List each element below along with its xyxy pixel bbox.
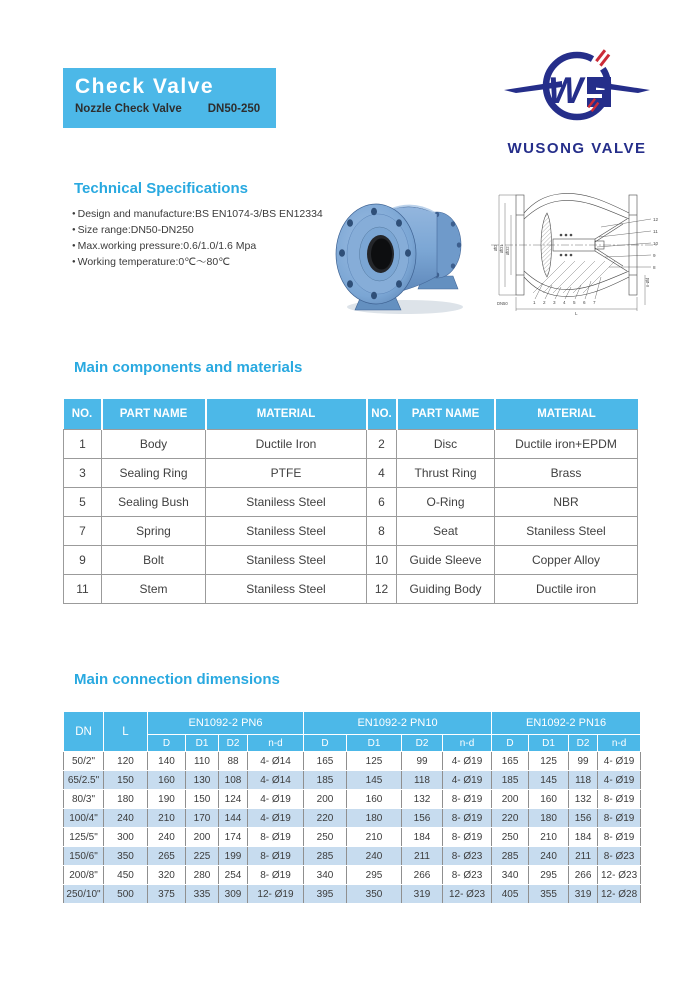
dims-cell: 125/5" — [64, 828, 104, 847]
dims-cell: 108 — [219, 771, 248, 790]
dims-cell: 200 — [304, 790, 347, 809]
components-cell: 8 — [367, 517, 397, 546]
dims-cell: 125 — [347, 752, 402, 771]
dims-cell: 150 — [186, 790, 219, 809]
components-cell: Bolt — [102, 546, 206, 575]
components-cell: Ductile iron — [495, 575, 638, 604]
dims-cell: 8- Ø23 — [443, 847, 492, 866]
drawing-callout-number: 9 — [653, 253, 656, 258]
dims-sub-header: D2 — [219, 735, 248, 752]
dims-cell: 160 — [148, 771, 186, 790]
dims-cell: 12- Ø28 — [598, 885, 641, 904]
components-col-header: NO. — [64, 399, 102, 430]
dims-cell: 50/2" — [64, 752, 104, 771]
components-cell: 6 — [367, 488, 397, 517]
dims-cell: 280 — [186, 866, 219, 885]
dims-cell: 250/10" — [64, 885, 104, 904]
drawing-callout-number: 10 — [653, 241, 659, 246]
spec-list — [72, 206, 323, 270]
dims-cell: 80/3" — [64, 790, 104, 809]
components-row — [64, 517, 638, 546]
valve-photo — [333, 196, 475, 318]
dims-cell: 266 — [569, 866, 598, 885]
dims-cell: 350 — [104, 847, 148, 866]
dims-cell: 500 — [104, 885, 148, 904]
dims-cell: 250 — [304, 828, 347, 847]
dims-cell: 335 — [186, 885, 219, 904]
dims-row — [64, 752, 641, 771]
dims-cell: 132 — [402, 790, 443, 809]
components-cell: 1 — [64, 430, 102, 459]
components-row — [64, 575, 638, 604]
dims-cell: 145 — [529, 771, 569, 790]
dims-cell: 405 — [492, 885, 529, 904]
drawing-callout-number: 7 — [593, 300, 596, 305]
dims-cell: 8- Ø23 — [598, 847, 641, 866]
components-cell: 12 — [367, 575, 397, 604]
components-cell: Sealing Bush — [102, 488, 206, 517]
dims-cell: 355 — [529, 885, 569, 904]
dims-cell: 165 — [304, 752, 347, 771]
dims-cell: 88 — [219, 752, 248, 771]
components-row — [64, 546, 638, 575]
dims-cell: 295 — [347, 866, 402, 885]
dims-cell: 185 — [492, 771, 529, 790]
dims-cell: 200 — [492, 790, 529, 809]
dims-cell: 211 — [402, 847, 443, 866]
dim-label-D2: ØD2 — [505, 246, 510, 255]
dims-cell: 185 — [304, 771, 347, 790]
dims-cell: 254 — [219, 866, 248, 885]
components-cell: Brass — [495, 459, 638, 488]
dims-cell: 4- Ø14 — [248, 771, 304, 790]
components-heading: Main components and materials — [74, 359, 303, 376]
dim-label-nd: n-Ød — [645, 277, 650, 287]
drawing-callouts-bottom — [533, 300, 596, 305]
dims-col-header: DN — [64, 712, 104, 752]
dims-cell: 12- Ø23 — [598, 866, 641, 885]
dims-cell: 285 — [304, 847, 347, 866]
dims-sub-header: n-d — [598, 735, 641, 752]
dims-cell: 65/2.5" — [64, 771, 104, 790]
dims-cell: 240 — [347, 847, 402, 866]
dims-cell: 8- Ø23 — [443, 866, 492, 885]
dims-cell: 184 — [402, 828, 443, 847]
svg-text:W: W — [548, 70, 583, 111]
dims-cell: 150/6" — [64, 847, 104, 866]
dims-sub-header: D2 — [569, 735, 598, 752]
dims-cell: 132 — [569, 790, 598, 809]
dims-cell: 210 — [347, 828, 402, 847]
dims-cell: 210 — [529, 828, 569, 847]
wusong-logo-icon — [502, 46, 652, 134]
dims-row — [64, 885, 641, 904]
dims-cell: 99 — [569, 752, 598, 771]
drawing-callout-number: 3 — [553, 300, 556, 305]
dims-cell: 184 — [569, 828, 598, 847]
dims-cell: 125 — [529, 752, 569, 771]
components-row — [64, 430, 638, 459]
dims-cell: 4- Ø19 — [443, 771, 492, 790]
components-cell: 5 — [64, 488, 102, 517]
components-row — [64, 488, 638, 517]
dims-sub-header: D1 — [347, 735, 402, 752]
dims-cell: 265 — [148, 847, 186, 866]
dims-cell: 4- Ø19 — [598, 771, 641, 790]
components-col-header: NO. — [367, 399, 397, 430]
dims-sub-header: D — [148, 735, 186, 752]
components-cell: Ductile iron+EPDM — [495, 430, 638, 459]
dims-cell: 120 — [104, 752, 148, 771]
components-cell: NBR — [495, 488, 638, 517]
dims-cell: 250 — [492, 828, 529, 847]
spec-item: ● Design and manufacture:BS EN1074-3/BS EN12334 — [72, 206, 323, 222]
dims-cell: 4- Ø19 — [443, 752, 492, 771]
dims-cell: 144 — [219, 809, 248, 828]
dims-cell: 4- Ø19 — [598, 752, 641, 771]
dim-label-L: L — [575, 311, 578, 316]
company-name: WUSONG VALVE — [507, 140, 647, 157]
components-cell: 10 — [367, 546, 397, 575]
drawing-callout-number: 12 — [653, 217, 659, 222]
components-cell: Guide Sleeve — [397, 546, 495, 575]
components-cell: Seat — [397, 517, 495, 546]
dims-cell: 130 — [186, 771, 219, 790]
dims-cell: 266 — [402, 866, 443, 885]
product-title: Check Valve — [75, 75, 215, 98]
dims-cell: 320 — [148, 866, 186, 885]
dims-cell: 12- Ø23 — [443, 885, 492, 904]
company-logo — [486, 46, 668, 157]
dims-cell: 118 — [402, 771, 443, 790]
drawing-callout-number: 2 — [543, 300, 546, 305]
components-cell: 7 — [64, 517, 102, 546]
drawing-callout-number: 1 — [533, 300, 536, 305]
components-cell: 4 — [367, 459, 397, 488]
dims-cell: 210 — [148, 809, 186, 828]
dim-label-D: ØD — [493, 244, 498, 251]
dims-cell: 8- Ø19 — [443, 809, 492, 828]
components-table — [63, 399, 638, 604]
dims-cell: 340 — [492, 866, 529, 885]
dims-cell: 180 — [347, 809, 402, 828]
dims-cell: 118 — [569, 771, 598, 790]
dims-cell: 8- Ø19 — [248, 866, 304, 885]
dims-col-header: L — [104, 712, 148, 752]
dims-cell: 319 — [402, 885, 443, 904]
dims-cell: 8- Ø19 — [598, 809, 641, 828]
dims-cell: 220 — [492, 809, 529, 828]
dims-cell: 340 — [304, 866, 347, 885]
dims-cell: 300 — [104, 828, 148, 847]
components-cell: Spring — [102, 517, 206, 546]
components-cell: 9 — [64, 546, 102, 575]
dims-header-row2 — [64, 735, 641, 752]
dims-sub-header: D2 — [402, 735, 443, 752]
valve-section-drawing — [489, 175, 663, 319]
dims-cell: 99 — [402, 752, 443, 771]
components-cell: 3 — [64, 459, 102, 488]
components-cell: Copper Alloy — [495, 546, 638, 575]
dims-header-row1 — [64, 712, 641, 735]
drawing-callout-number: 6 — [583, 300, 586, 305]
dims-cell: 225 — [186, 847, 219, 866]
dims-group-header: EN1092-2 PN16 — [492, 712, 641, 735]
components-col-header: MATERIAL — [495, 399, 638, 430]
product-subtitle: Nozzle Check Valve — [75, 103, 182, 115]
dims-cell: 160 — [347, 790, 402, 809]
dims-body — [64, 752, 641, 904]
dims-cell: 240 — [104, 809, 148, 828]
dims-cell: 220 — [304, 809, 347, 828]
dims-cell: 4- Ø19 — [248, 790, 304, 809]
dims-sub-header: n-d — [443, 735, 492, 752]
dims-cell: 180 — [529, 809, 569, 828]
components-cell: Body — [102, 430, 206, 459]
dims-row — [64, 828, 641, 847]
components-cell: 11 — [64, 575, 102, 604]
dims-group-header: EN1092-2 PN10 — [304, 712, 492, 735]
components-cell: Staniless Steel — [206, 517, 367, 546]
dims-row — [64, 771, 641, 790]
dims-cell: 145 — [347, 771, 402, 790]
dims-cell: 12- Ø19 — [248, 885, 304, 904]
dims-sub-header: D — [492, 735, 529, 752]
dims-cell: 309 — [219, 885, 248, 904]
dims-row — [64, 866, 641, 885]
dims-cell: 165 — [492, 752, 529, 771]
dims-cell: 100/4" — [64, 809, 104, 828]
product-header — [63, 68, 276, 128]
dimensions-table — [63, 711, 641, 904]
dims-cell: 200 — [186, 828, 219, 847]
dims-cell: 350 — [347, 885, 402, 904]
components-cell: Ductile Iron — [206, 430, 367, 459]
dims-row — [64, 809, 641, 828]
components-cell: Disc — [397, 430, 495, 459]
dim-label-dn50: DN50 — [497, 301, 508, 306]
spec-item: ● Working temperature:0℃～80℃ — [72, 254, 323, 270]
dims-cell: 375 — [148, 885, 186, 904]
dims-cell: 174 — [219, 828, 248, 847]
components-cell: Staniless Steel — [206, 546, 367, 575]
dims-cell: 240 — [148, 828, 186, 847]
components-cell: Staniless Steel — [495, 517, 638, 546]
product-subtitle-row — [75, 103, 276, 115]
dim-label-D1: ØD1 — [499, 244, 504, 253]
dims-cell: 190 — [148, 790, 186, 809]
dims-sub-header: D — [304, 735, 347, 752]
components-cell: Guiding Body — [397, 575, 495, 604]
dims-row — [64, 790, 641, 809]
dims-cell: 150 — [104, 771, 148, 790]
components-cell: Stem — [102, 575, 206, 604]
components-col-header: PART NAME — [397, 399, 495, 430]
dims-cell: 200/8" — [64, 866, 104, 885]
drawing-callout-number: 5 — [573, 300, 576, 305]
dims-cell: 4- Ø19 — [248, 809, 304, 828]
components-cell: Staniless Steel — [206, 575, 367, 604]
drawing-callout-number: 4 — [563, 300, 566, 305]
components-header-row — [64, 399, 638, 430]
dims-cell: 180 — [104, 790, 148, 809]
components-body — [64, 430, 638, 604]
dims-cell: 4- Ø14 — [248, 752, 304, 771]
dims-cell: 199 — [219, 847, 248, 866]
product-size-range: DN50-250 — [207, 103, 261, 115]
dims-cell: 156 — [402, 809, 443, 828]
dims-sub-header: D1 — [529, 735, 569, 752]
components-cell: O-Ring — [397, 488, 495, 517]
components-cell: Sealing Ring — [102, 459, 206, 488]
dims-cell: 450 — [104, 866, 148, 885]
dims-cell: 295 — [529, 866, 569, 885]
dims-cell: 8- Ø19 — [598, 828, 641, 847]
dims-cell: 211 — [569, 847, 598, 866]
dims-cell: 8- Ø19 — [443, 828, 492, 847]
dims-cell: 140 — [148, 752, 186, 771]
dims-cell: 240 — [529, 847, 569, 866]
components-cell: Thrust Ring — [397, 459, 495, 488]
drawing-callout-number: 8 — [653, 265, 656, 270]
dims-cell: 319 — [569, 885, 598, 904]
components-cell: PTFE — [206, 459, 367, 488]
dims-cell: 8- Ø19 — [443, 790, 492, 809]
components-cell: 2 — [367, 430, 397, 459]
dims-cell: 8- Ø19 — [598, 790, 641, 809]
dims-cell: 160 — [529, 790, 569, 809]
dims-cell: 110 — [186, 752, 219, 771]
dims-cell: 8- Ø19 — [248, 847, 304, 866]
dims-cell: 395 — [304, 885, 347, 904]
dimensions-heading: Main connection dimensions — [74, 671, 280, 688]
components-row — [64, 459, 638, 488]
dims-row — [64, 847, 641, 866]
components-col-header: MATERIAL — [206, 399, 367, 430]
dims-sub-header: D1 — [186, 735, 219, 752]
dims-cell: 124 — [219, 790, 248, 809]
spec-item: ● Size range:DN50-DN250 — [72, 222, 323, 238]
spec-item: ● Max.working pressure:0.6/1.0/1.6 Mpa — [72, 238, 323, 254]
tech-specs-heading: Technical Specifications — [74, 180, 248, 197]
dims-cell: 170 — [186, 809, 219, 828]
dims-group-header: EN1092-2 PN6 — [148, 712, 304, 735]
dims-cell: 285 — [492, 847, 529, 866]
dims-cell: 8- Ø19 — [248, 828, 304, 847]
dims-cell: 156 — [569, 809, 598, 828]
dims-sub-header: n-d — [248, 735, 304, 752]
components-cell: Staniless Steel — [206, 488, 367, 517]
components-col-header: PART NAME — [102, 399, 206, 430]
drawing-callouts-right — [653, 217, 659, 270]
drawing-callout-number: 11 — [653, 229, 658, 234]
